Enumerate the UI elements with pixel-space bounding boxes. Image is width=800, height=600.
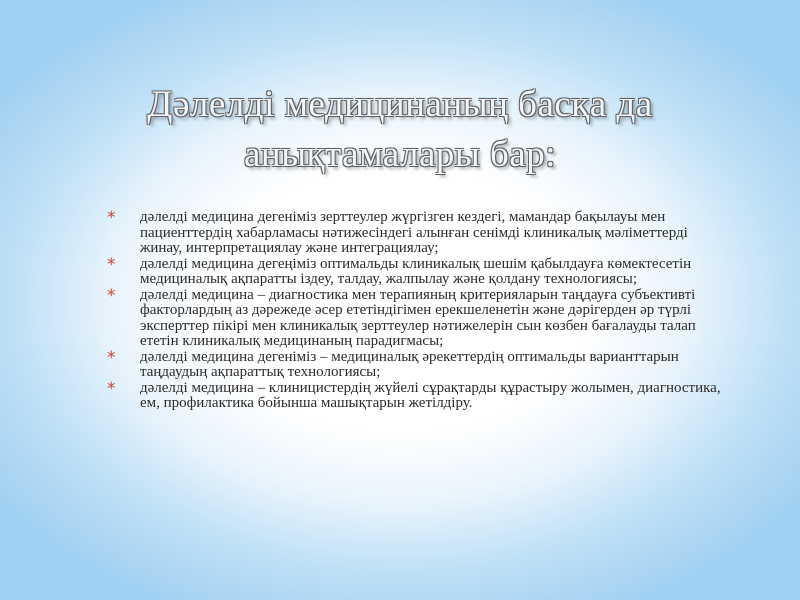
list-item [105, 254, 725, 288]
asterisk-bullet-icon: * [107, 347, 116, 368]
asterisk-bullet-icon: * [107, 254, 116, 275]
definitions-list [105, 210, 725, 412]
asterisk-bullet-icon: * [107, 208, 116, 228]
list-item [105, 210, 725, 257]
slide-title-line-1: Дәлелді медицинаның басқа да [147, 84, 653, 125]
slide-title-line-2: анықтамалары бар: [243, 134, 557, 175]
list-item [105, 378, 725, 412]
list-item-text: дәлелді медицина – диагностика мен терапияның критерияларын таңдауға субъективті факторлардың аз дәрежеде әсер ететіндігімен ерекшеленетін және дәрігерден әр түрлі эксперттер пікірі мен клиникалық зерттеулер нәтижелерін сын көзбен бағалауды талап ететін клиникалық медицинаның парадигмасы; [140, 286, 696, 349]
slide-title [90, 80, 710, 180]
list-item-text: дәлелді медицина дегеңіміз оптимальды клиникалық шешім қабылдауға көмектесетін медициналық ақпаратты іздеу, талдау, жалпылау және қолдану технологиясы; [140, 255, 692, 287]
asterisk-bullet-icon: * [107, 285, 116, 306]
list-item [105, 347, 725, 381]
list-item-text: дәлелді медицина – клиницистердің жүйелі сұрақтарды құрастыру жолымен, диагностика, ем, профилактика бойынша машықтарын жетілдіру. [140, 379, 721, 411]
list-item-text: дәлелді медицина дегеніміз зерттеулер жүргізген кездегі, мамандар бақылауы мен пациенттердің хабарламасы нәтижесіндегі алынған сенімді клиникалық мәліметтерді жинау, интерпретациялау және интеграциялау; [140, 209, 688, 256]
list-item-text: дәлелді медицина дегеніміз – медициналық әрекеттердің оптимальды варианттарын таңдаудың ақпараттық технологиясы; [140, 348, 679, 380]
list-item [105, 285, 725, 350]
asterisk-bullet-icon: * [107, 378, 116, 399]
